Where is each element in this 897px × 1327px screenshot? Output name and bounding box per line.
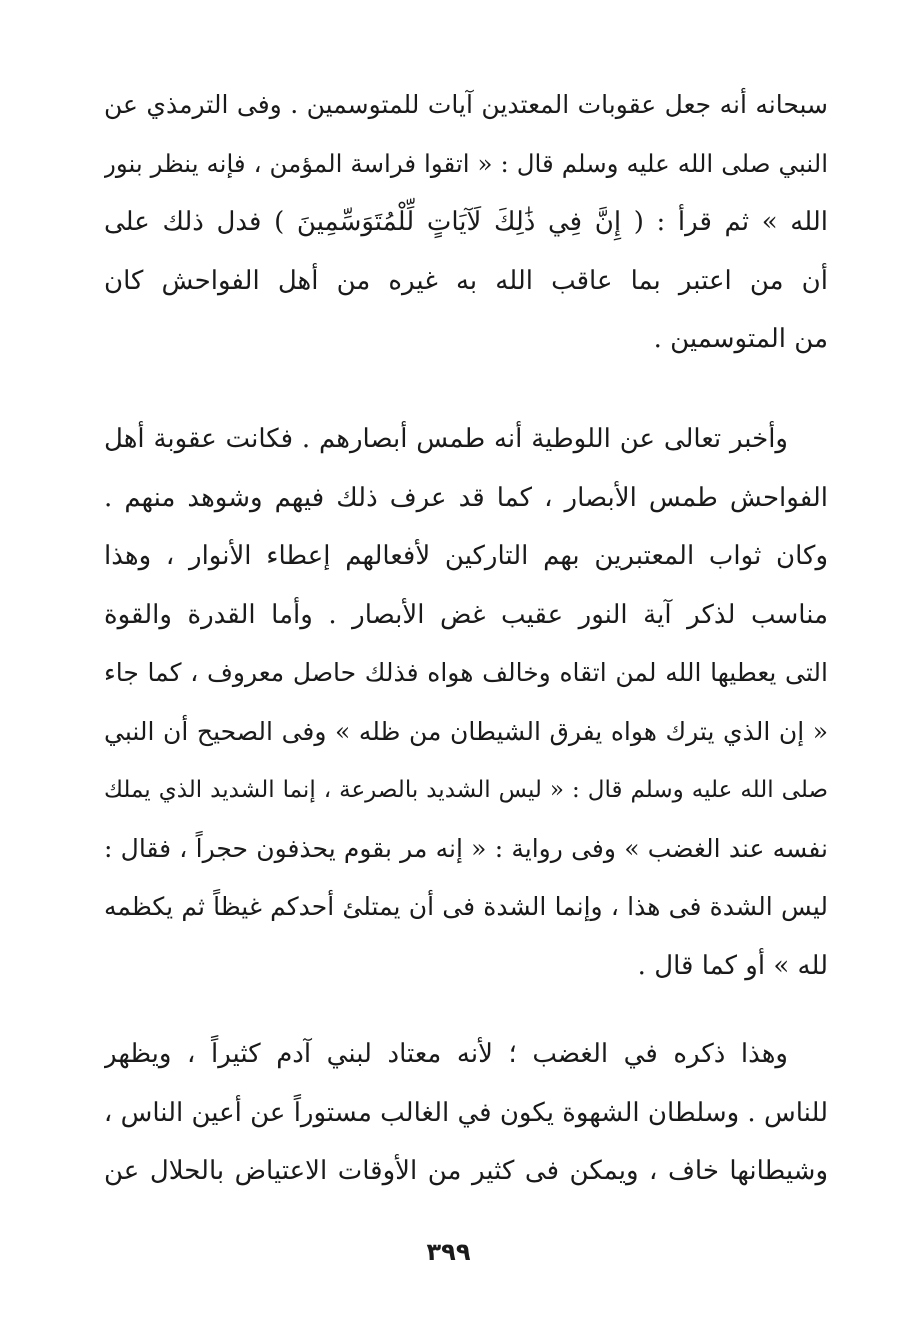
- text-line: وهذا ذكره في الغضب ؛ لأنه معتاد لبني آدم كثيراً ، ويظهر: [104, 1039, 788, 1069]
- text-line: النبي صلى الله عليه وسلم قال : « اتقوا فراسة المؤمن ، فإنه ينظر بنور: [104, 148, 828, 178]
- text-line: لله » أو كما قال .: [637, 950, 828, 981]
- paragraph-1: [104, 76, 828, 369]
- text-line: التى يعطيها الله لمن اتقاه وخالف هواه فذلك حاصل معروف ، كما جاء: [104, 658, 828, 687]
- text-line: وأخبر تعالى عن اللوطية أنه طمس أبصارهم . فكانت عقوبة أهل: [104, 424, 788, 454]
- text-line: وشيطانها خاف ، ويمكن فى كثير من الأوقات الاعتياض بالحلال عن: [104, 1156, 828, 1186]
- text-line: الله » ثم قرأ : ( إِنَّ فِي ذَٰلِكَ لَآيَاتٍ لِّلْمُتَوَسِّمِينَ ) فدل ذلك على: [104, 207, 828, 237]
- page-number: ٣٩٩: [426, 1238, 471, 1266]
- text-line: سبحانه أنه جعل عقوبات المعتدين آيات للمتوسمين . وفى الترمذي عن: [104, 90, 828, 119]
- text-line: نفسه عند الغضب » وفى رواية : « إنه مر بقوم يحذفون حجراً ، فقال :: [104, 833, 828, 863]
- text-line: ليس الشدة فى هذا ، وإنما الشدة فى أن يمتلئ أحدكم غيظاً ثم يكظمه: [104, 892, 828, 921]
- text-line: أن من اعتبر بما عاقب الله به غيره من أهل الفواحش كان: [104, 265, 828, 296]
- paragraph-2: [104, 410, 828, 995]
- text-line: من المتوسمين .: [653, 324, 828, 354]
- text-line: وكان ثواب المعتبرين بهم التاركين لأفعالهم إعطاء الأنوار ، وهذا: [104, 541, 828, 571]
- text-line: مناسب لذكر آية النور عقيب غض الأبصار . وأما القدرة والقوة: [104, 599, 828, 630]
- paragraph-3: [104, 1025, 828, 1201]
- text-line: صلى الله عليه وسلم قال : « ليس الشديد بالصرعة ، إنما الشديد الذي يملك: [104, 777, 828, 803]
- text-line: للناس . وسلطان الشهوة يكون في الغالب مستوراً عن أعين الناس ،: [104, 1097, 828, 1128]
- text-line: « إن الذي يترك هواه يفرق الشيطان من ظله » وفى الصحيح أن النبي: [104, 716, 828, 746]
- text-line: الفواحش طمس الأبصار ، كما قد عرف ذلك فيهم وشوهد منهم .: [104, 482, 828, 513]
